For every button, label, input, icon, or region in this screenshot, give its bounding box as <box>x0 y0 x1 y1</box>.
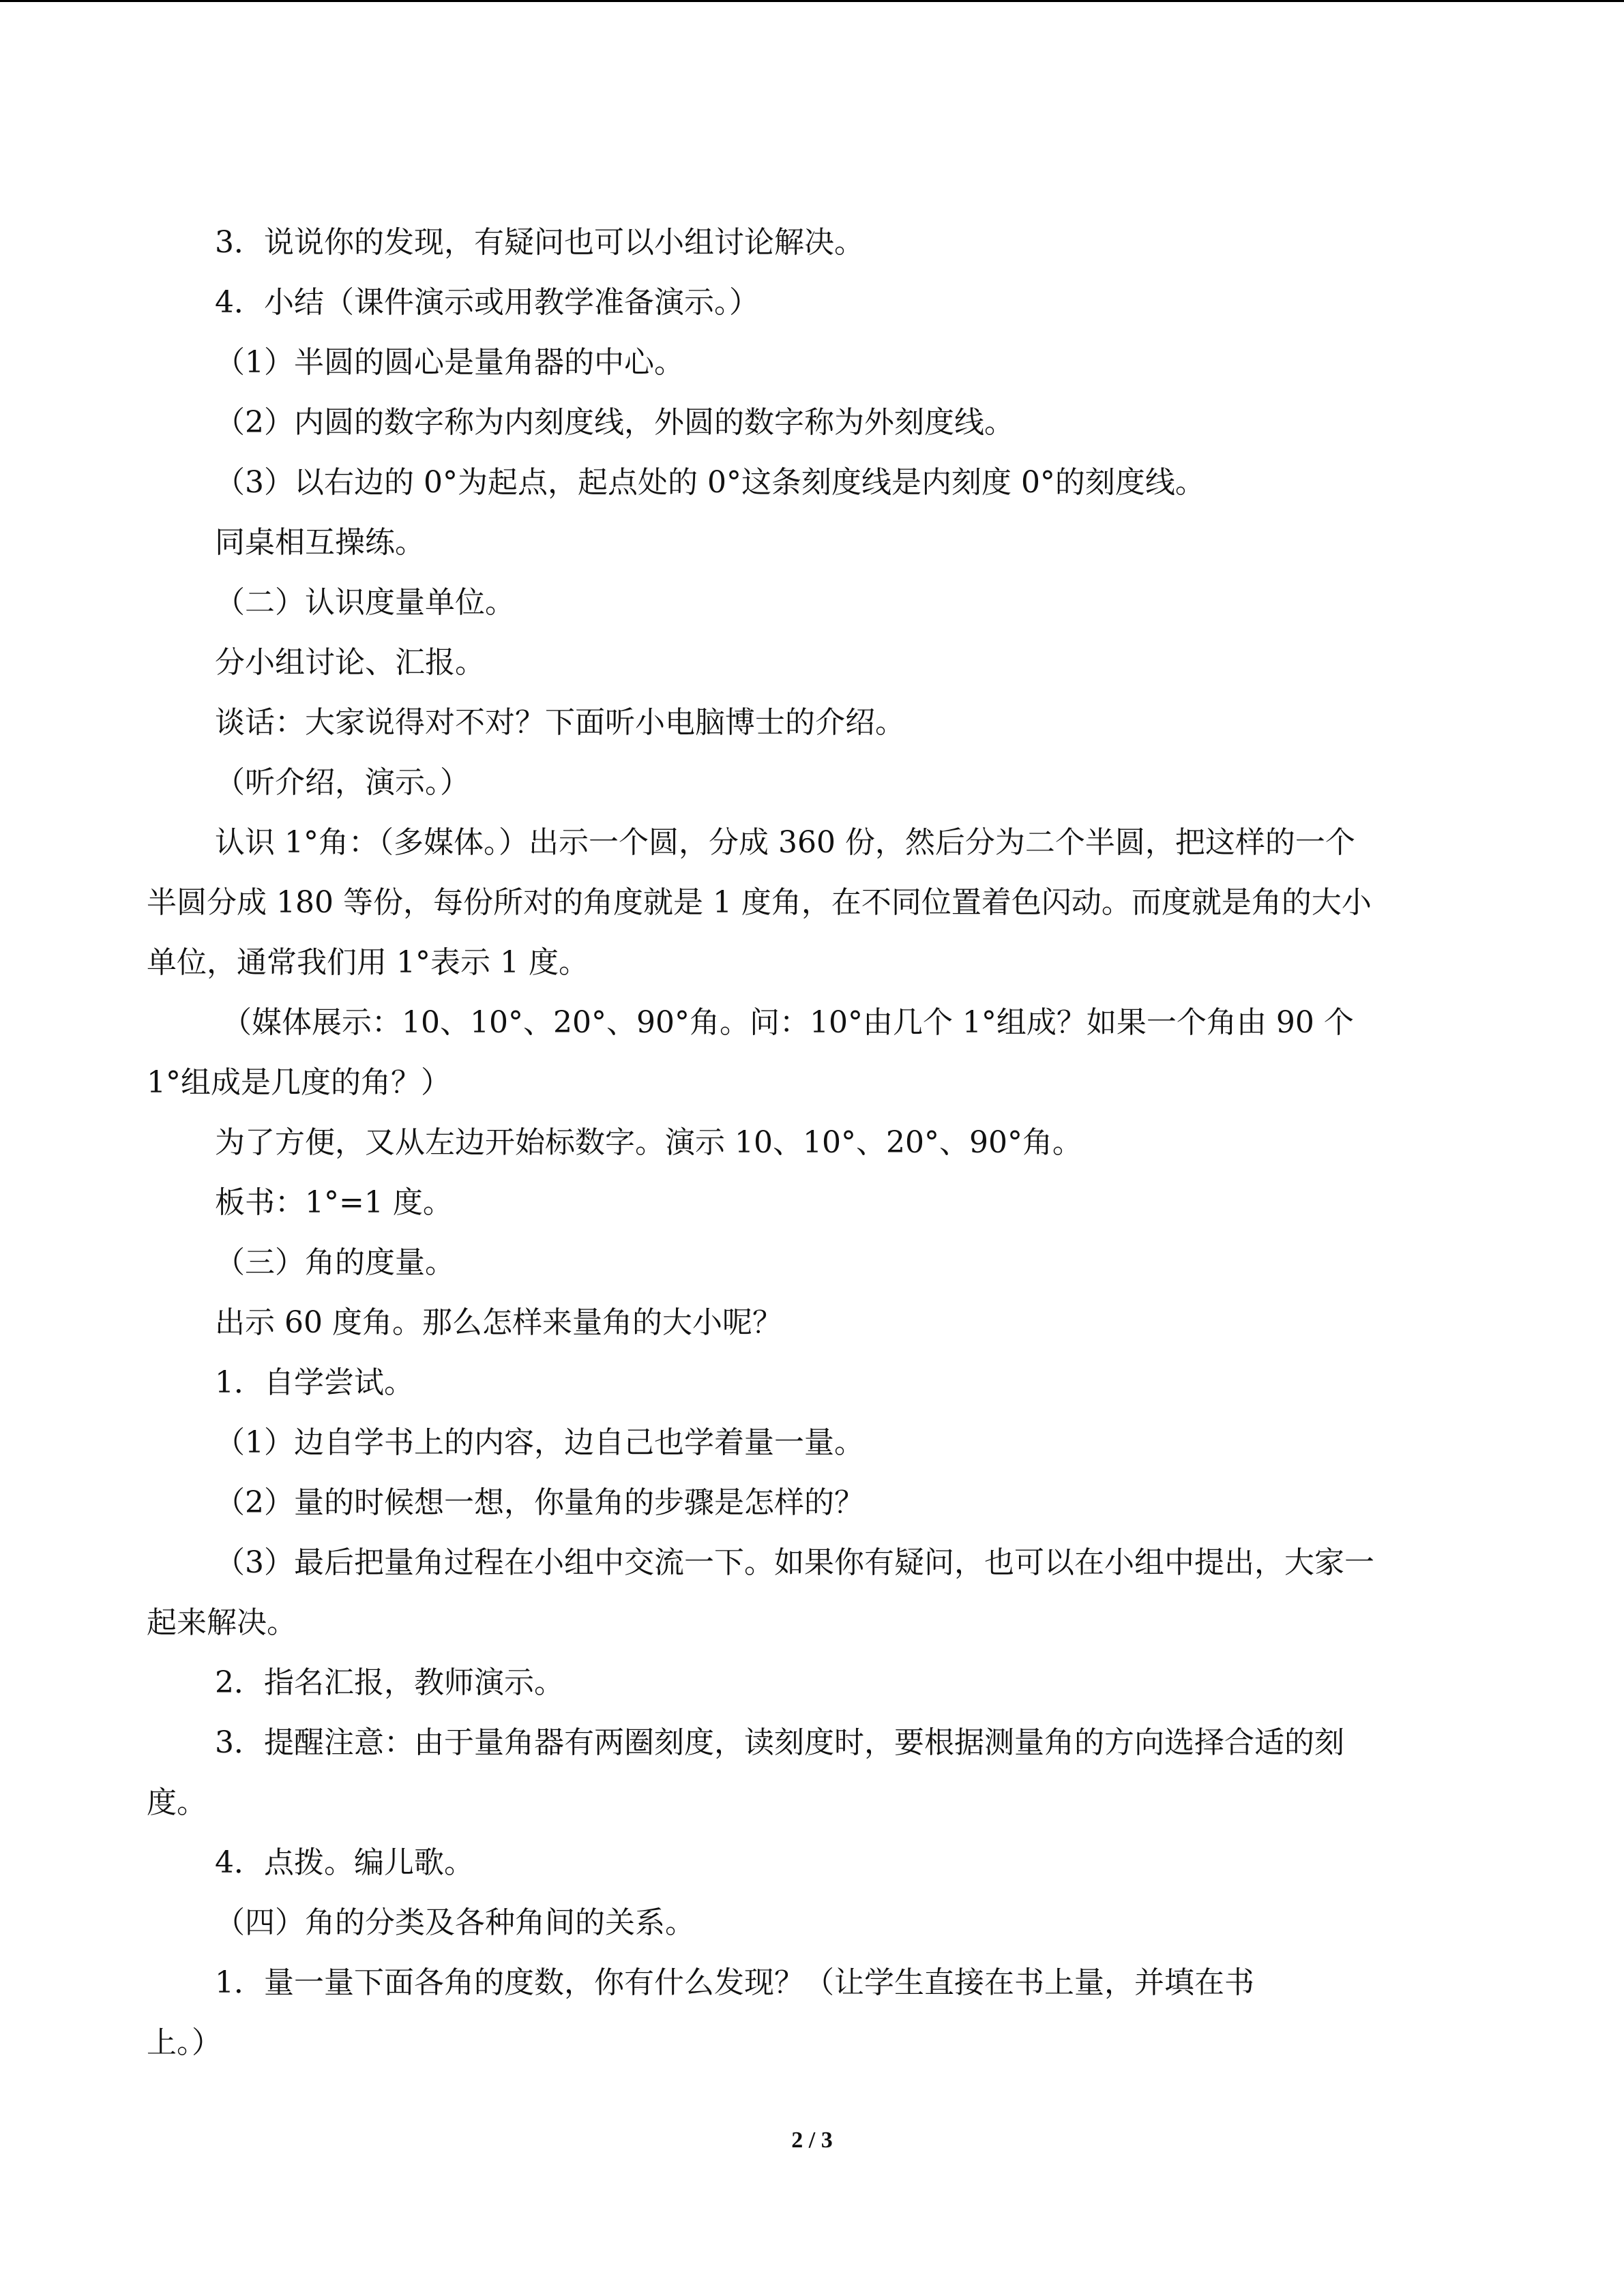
paragraph: 同桌相互操练。 <box>215 525 425 560</box>
paragraph: （1）半圆的圆心是量角器的中心。 <box>215 345 684 380</box>
paragraph: 出示 60 度角。那么怎样来量角的大小呢？ <box>215 1305 782 1340</box>
paragraph: （3）以右边的 0°为起点，起点处的 0°这条刻度线是内刻度 0°的刻度线。 <box>215 465 1205 500</box>
paragraph: 1°组成是几度的角？） <box>147 1065 451 1100</box>
paragraph: 度。 <box>147 1785 207 1820</box>
paragraph: 认识 1°角：（多媒体。）出示一个圆，分成 360 份，然后分为二个半圆，把这样的一个 <box>215 825 1355 860</box>
paragraph: 3．提醒注意：由于量角器有两圈刻度，读刻度时，要根据测量角的方向选择合适的刻 <box>215 1725 1344 1760</box>
paragraph: （1）边自学书上的内容，边自己也学着量一量。 <box>215 1425 864 1460</box>
paragraph: 分小组讨论、汇报。 <box>215 645 485 680</box>
paragraph: 1．自学尝试。 <box>215 1365 414 1400</box>
paragraph: 4．点拨。编儿歌。 <box>215 1845 474 1880</box>
paragraph: 3．说说你的发现，有疑问也可以小组讨论解决。 <box>215 225 864 260</box>
paragraph: 单位，通常我们用 1°表示 1 度。 <box>147 945 589 980</box>
paragraph: （媒体展示：10、10°、20°、90°角。问：10°由几个 1°组成？如果一个角由 90 个 <box>222 1005 1354 1040</box>
section-heading: （四）角的分类及各种角间的关系。 <box>215 1905 695 1940</box>
paragraph: 谈话：大家说得对不对？下面听小电脑博士的介绍。 <box>215 705 905 740</box>
document-body <box>147 213 1477 2073</box>
paragraph: （听介绍，演示。） <box>215 765 470 800</box>
paragraph: （3）最后把量角过程在小组中交流一下。如果你有疑问，也可以在小组中提出，大家一 <box>215 1545 1374 1580</box>
page-number: 2 / 3 <box>791 2128 833 2153</box>
paragraph: 1．量一量下面各角的度数，你有什么发现？（让学生直接在书上量，并填在书 <box>215 1965 1254 2000</box>
section-heading: （二）认识度量单位。 <box>215 585 515 620</box>
paragraph: 4．小结（课件演示或用教学准备演示。） <box>215 285 759 320</box>
paragraph: 半圆分成 180 等份，每份所对的角度就是 1 度角，在不同位置着色闪动。而度就是角的大小 <box>147 885 1372 920</box>
paragraph: 上。） <box>147 2025 222 2060</box>
paragraph: 板书：1°=1 度。 <box>215 1185 453 1220</box>
paragraph: （2）量的时候想一想，你量角的步骤是怎样的？ <box>215 1485 864 1520</box>
section-heading: （三）角的度量。 <box>215 1245 455 1280</box>
top-border-line <box>0 0 1624 2</box>
paragraph: 起来解决。 <box>147 1605 297 1640</box>
paragraph: 2．指名汇报，教师演示。 <box>215 1665 564 1700</box>
paragraph: （2）内圆的数字称为内刻度线，外圆的数字称为外刻度线。 <box>215 405 1014 440</box>
paragraph: 为了方便，又从左边开始标数字。演示 10、10°、20°、90°角。 <box>215 1125 1082 1160</box>
